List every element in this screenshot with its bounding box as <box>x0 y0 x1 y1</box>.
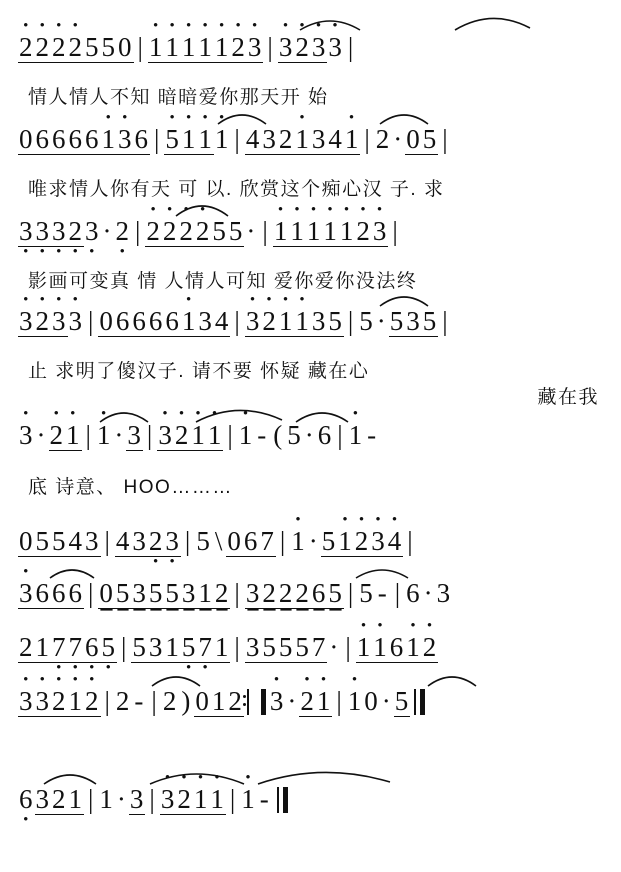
note: 5 <box>35 526 50 556</box>
note: • 1 <box>290 526 307 556</box>
note: • 1 <box>209 784 226 815</box>
note: 2 <box>214 578 230 608</box>
note: 3 <box>311 306 327 336</box>
note: • 2 <box>174 420 191 451</box>
note: 6 <box>68 578 83 608</box>
note-line-4 <box>0 306 621 337</box>
note: 3 <box>262 124 277 154</box>
note: 3 <box>127 420 142 450</box>
barline: | <box>442 124 449 154</box>
note: • 1 <box>181 124 198 155</box>
note: • 1 <box>356 632 373 663</box>
note: • 4 <box>387 526 404 557</box>
hold-dash: - <box>259 784 270 814</box>
barline: | <box>146 420 154 450</box>
note: 2 <box>52 784 67 814</box>
note: • 3 <box>18 686 35 717</box>
barline: | <box>279 526 287 556</box>
note: 7 • <box>197 632 214 663</box>
duration-dot: · <box>114 420 125 450</box>
note: • 3 <box>68 306 85 336</box>
note: 1 <box>211 686 227 716</box>
note: • 1 <box>148 32 165 63</box>
note: 3 <box>245 632 261 662</box>
note: 3 <box>132 526 147 556</box>
note: • 1 <box>181 306 198 337</box>
duration-dot: · <box>329 632 340 662</box>
note: • 1 <box>197 124 214 155</box>
note: 1 <box>165 632 180 662</box>
barline: | <box>85 420 92 450</box>
lyric-line-1: 情人情人不知 暗暗爱你那天开 始 <box>28 87 329 108</box>
note: 3 • <box>35 216 52 247</box>
note: 5 <box>165 578 180 608</box>
note: • 3 <box>247 32 264 63</box>
barline: | <box>121 632 128 662</box>
note: 0 <box>99 578 114 608</box>
note: • 2 <box>354 526 371 557</box>
note: • 3 <box>18 420 35 450</box>
note: 5 • <box>101 632 118 663</box>
note: 5 <box>85 32 100 62</box>
note: 7 • <box>68 632 85 663</box>
note: 6 <box>132 306 147 336</box>
note: 5 <box>262 632 277 662</box>
note-line-7 <box>0 578 621 609</box>
barline: | <box>347 32 355 62</box>
lyric-line-2: 唯求情人你有天 可 以. 欣赏这个痴心汉 子. 求 <box>28 179 445 200</box>
note: • 1 <box>101 124 118 155</box>
barline: | <box>364 124 371 154</box>
note-line-3 <box>0 216 621 247</box>
note: • 3 <box>278 32 295 63</box>
note: 5 <box>295 632 310 662</box>
note: 0 <box>406 124 421 154</box>
note: 1 <box>99 784 114 814</box>
note: • 1 <box>197 32 214 63</box>
note: 5 <box>101 32 116 62</box>
note: • 3 <box>157 420 174 451</box>
note: • 1 <box>306 216 323 247</box>
note: • 3 <box>269 686 286 716</box>
note: 5 <box>278 632 294 662</box>
note: 2 • <box>148 526 165 557</box>
note: 5 <box>321 526 337 556</box>
repeat-barline <box>247 689 266 715</box>
barline: | <box>407 526 414 556</box>
note: 2 <box>162 686 178 716</box>
duration-dot: · <box>376 306 387 336</box>
note: 2 <box>19 632 34 662</box>
note: • 2 <box>35 306 52 337</box>
note-line-1 <box>0 32 621 63</box>
note: 5 <box>422 124 438 154</box>
note: 5 <box>389 306 405 336</box>
note: 2 • <box>68 216 85 247</box>
note: 7 <box>260 526 275 556</box>
barline: | <box>149 784 156 814</box>
barline: | <box>88 578 95 608</box>
duration-dot: · <box>381 686 392 716</box>
final-barline <box>414 689 425 715</box>
note-line-10 <box>0 784 621 815</box>
note: 0 <box>19 526 34 556</box>
note: 0 <box>118 32 133 62</box>
note: 0 <box>364 686 379 716</box>
note: 3 <box>436 578 452 608</box>
note: • 3 <box>18 306 35 337</box>
note: 4 <box>328 124 343 154</box>
note: • 1 <box>238 420 255 450</box>
note: • 1 <box>190 420 207 451</box>
lyric-line-4: 止 求明了傻汉子. 请不要 怀疑 藏在心 <box>28 361 370 382</box>
note: 6 <box>406 578 421 608</box>
note: 1 <box>214 632 230 662</box>
note: 5 • <box>181 632 198 663</box>
note: • 1 <box>344 124 361 155</box>
note: • 2 <box>145 216 162 247</box>
note: 6 <box>148 306 164 336</box>
note-line-5 <box>0 420 621 451</box>
note: 5 <box>287 420 302 450</box>
note: 2 <box>115 686 131 716</box>
note: • 1 <box>278 306 295 337</box>
note: • 1 <box>348 420 365 450</box>
note: 5 <box>196 526 211 556</box>
note: 5 <box>132 632 147 662</box>
note: • 3 <box>327 32 344 62</box>
note: 3 <box>198 306 213 336</box>
note: • 2 <box>261 306 278 337</box>
note: • 3 <box>370 526 387 557</box>
note: 3 <box>85 526 100 556</box>
note: 3 <box>181 578 197 608</box>
note: • 2 <box>35 32 52 63</box>
note: 3 <box>129 784 145 814</box>
note: 2 • <box>115 216 132 246</box>
barline: | <box>137 32 144 62</box>
note: 6 <box>68 124 83 154</box>
note-line-8 <box>0 632 621 663</box>
note: • 5 <box>164 124 181 155</box>
note: 6 <box>85 124 100 154</box>
note: • 2 <box>178 216 195 247</box>
note: • 1 <box>339 216 356 247</box>
barline: | <box>347 306 355 336</box>
barline: | <box>104 686 111 716</box>
barline: | <box>234 632 241 662</box>
note: 0 <box>195 686 210 716</box>
barline: | <box>154 124 161 154</box>
duration-dot: · <box>423 578 434 608</box>
note: 1 <box>35 632 50 662</box>
barline: | <box>135 216 142 246</box>
note: • 2 <box>51 686 68 717</box>
note: • 2 <box>162 216 179 247</box>
note: 6 <box>389 632 405 662</box>
barline: | <box>88 784 95 814</box>
note: 6 <box>35 124 50 154</box>
note: 5 <box>148 578 164 608</box>
note: • 1 <box>316 686 333 717</box>
note: 2 <box>228 686 243 716</box>
note: 6 <box>52 124 67 154</box>
note: • 2 <box>18 32 35 63</box>
note: • 3 <box>372 216 389 247</box>
glissando: \ <box>214 526 224 556</box>
note: 3 <box>132 578 147 608</box>
note: 0 <box>227 526 242 556</box>
note: 1 <box>198 578 213 608</box>
note: 3 <box>311 124 327 154</box>
note: • 1 <box>96 420 113 450</box>
hold-dash: - <box>367 420 378 450</box>
note: 2 <box>278 124 294 154</box>
note: • 2 <box>195 216 212 247</box>
lyric-line-5: 底 诗意、 HOO……… <box>28 477 233 498</box>
note: • 1 <box>181 32 198 63</box>
note: • 2 <box>176 784 193 815</box>
note: • 3 <box>35 686 52 717</box>
note: 5 <box>359 578 374 608</box>
barline: | <box>267 32 274 62</box>
note: 2 <box>375 124 391 154</box>
note: • 2 <box>299 686 316 717</box>
note: 4 <box>115 526 131 556</box>
hold-dash: - <box>377 578 388 608</box>
note: 5 <box>328 578 343 608</box>
note: • 1 <box>322 216 339 247</box>
duration-dot: · <box>287 686 298 716</box>
note: 3 <box>35 784 50 814</box>
note: 7 • <box>51 632 68 663</box>
note: 2 <box>262 578 277 608</box>
note: 0 <box>99 306 114 336</box>
note: 6 <box>134 124 149 154</box>
note: • 1 <box>273 216 290 247</box>
note: • 1 <box>405 632 422 663</box>
barline: | <box>234 124 241 154</box>
note: 6 <box>317 420 333 450</box>
note: 2 <box>278 578 294 608</box>
barline: | <box>88 306 95 336</box>
final-barline <box>277 787 288 813</box>
duration-dot: · <box>308 526 319 556</box>
barline: | <box>345 632 352 662</box>
barline: | <box>442 306 449 336</box>
barline: | <box>347 578 355 608</box>
note: • 3 <box>311 32 328 63</box>
barline: | <box>227 420 234 450</box>
note: • 3 <box>245 306 262 337</box>
note: • 2 <box>294 32 311 63</box>
barline: | <box>184 526 192 556</box>
note: 5 <box>422 306 438 336</box>
duration-dot: · <box>393 124 404 154</box>
note: • 1 <box>68 686 85 717</box>
duration-dot: · <box>102 216 113 246</box>
note: 3 <box>406 306 421 336</box>
note: • 1 <box>372 632 389 663</box>
note: • 1 <box>65 420 82 451</box>
note: 3 • <box>84 216 101 246</box>
note-line-9 <box>0 686 621 717</box>
note: • 1 <box>347 686 364 716</box>
note: • 2 <box>355 216 372 247</box>
note: 5 <box>52 526 67 556</box>
lyric-line-4b: 藏在我 <box>537 387 599 408</box>
note: • 2 <box>68 32 85 63</box>
note: • 2 <box>422 632 439 663</box>
barline: | <box>229 784 237 814</box>
duration-dot: · <box>36 420 47 450</box>
note: • 2 <box>49 420 66 451</box>
paren-close: ) <box>181 686 192 716</box>
note: • 3 <box>117 124 134 155</box>
note: 1 <box>68 784 83 814</box>
note: • 1 <box>337 526 354 557</box>
note: 6 <box>52 578 67 608</box>
note-line-2 <box>0 124 621 155</box>
note: 6 • <box>18 784 35 814</box>
note: 4 <box>214 306 230 336</box>
note: 6 <box>115 306 131 336</box>
note: 0 <box>19 124 34 154</box>
note: • 3 <box>51 306 68 337</box>
barline: | <box>151 686 158 716</box>
note: 6 • <box>84 632 101 663</box>
note: • 1 <box>193 784 210 815</box>
lyric-line-3: 影画可变真 情 人情人可知 爱你爱你没法终 <box>28 271 418 292</box>
barline: | <box>104 526 111 556</box>
note: • 1 <box>240 784 257 814</box>
note: 4 <box>245 124 261 154</box>
note: 5 <box>394 686 410 716</box>
hold-dash: - <box>134 686 145 716</box>
note: • 1 <box>164 32 181 63</box>
note: • 1 <box>294 124 311 155</box>
note: • 1 <box>289 216 306 247</box>
note: 5 <box>228 216 244 246</box>
barline: | <box>394 578 402 608</box>
note: 4 <box>68 526 83 556</box>
note: • 3 <box>160 784 177 815</box>
note: • 2 <box>51 32 68 63</box>
note: 6 <box>243 526 259 556</box>
note: • 2 <box>230 32 247 63</box>
barline: | <box>337 420 344 450</box>
note: 6 <box>165 306 180 336</box>
hold-dash: - <box>257 420 268 450</box>
barline: | <box>262 216 269 246</box>
note: 3 • <box>51 216 68 247</box>
duration-dot: · <box>246 216 257 246</box>
barline: | <box>336 686 343 716</box>
note: • 2 <box>84 686 101 717</box>
note: 3 • <box>164 526 181 557</box>
note: 6 <box>311 578 327 608</box>
duration-dot: · <box>304 420 315 450</box>
barline: | <box>392 216 399 246</box>
note: • 3 <box>18 578 35 609</box>
note: 3 <box>245 578 261 608</box>
note: 5 <box>359 306 374 336</box>
barline: | <box>234 578 241 608</box>
note: 5 <box>212 216 227 246</box>
barline: | <box>234 306 241 336</box>
note: 5 <box>328 306 343 336</box>
note: 3 <box>148 632 164 662</box>
note: 7 <box>311 632 327 662</box>
duration-dot: · <box>116 784 127 814</box>
paren-open: ( <box>273 420 284 450</box>
note: • 1 <box>207 420 224 451</box>
note: 5 <box>115 578 131 608</box>
note: 3 • <box>18 216 35 247</box>
note: • 1 <box>214 124 231 154</box>
note: • 1 <box>214 32 231 63</box>
note: 2 <box>295 578 310 608</box>
note: • 1 <box>294 306 311 337</box>
note: 6 <box>35 578 50 608</box>
note-line-6 <box>0 526 621 557</box>
